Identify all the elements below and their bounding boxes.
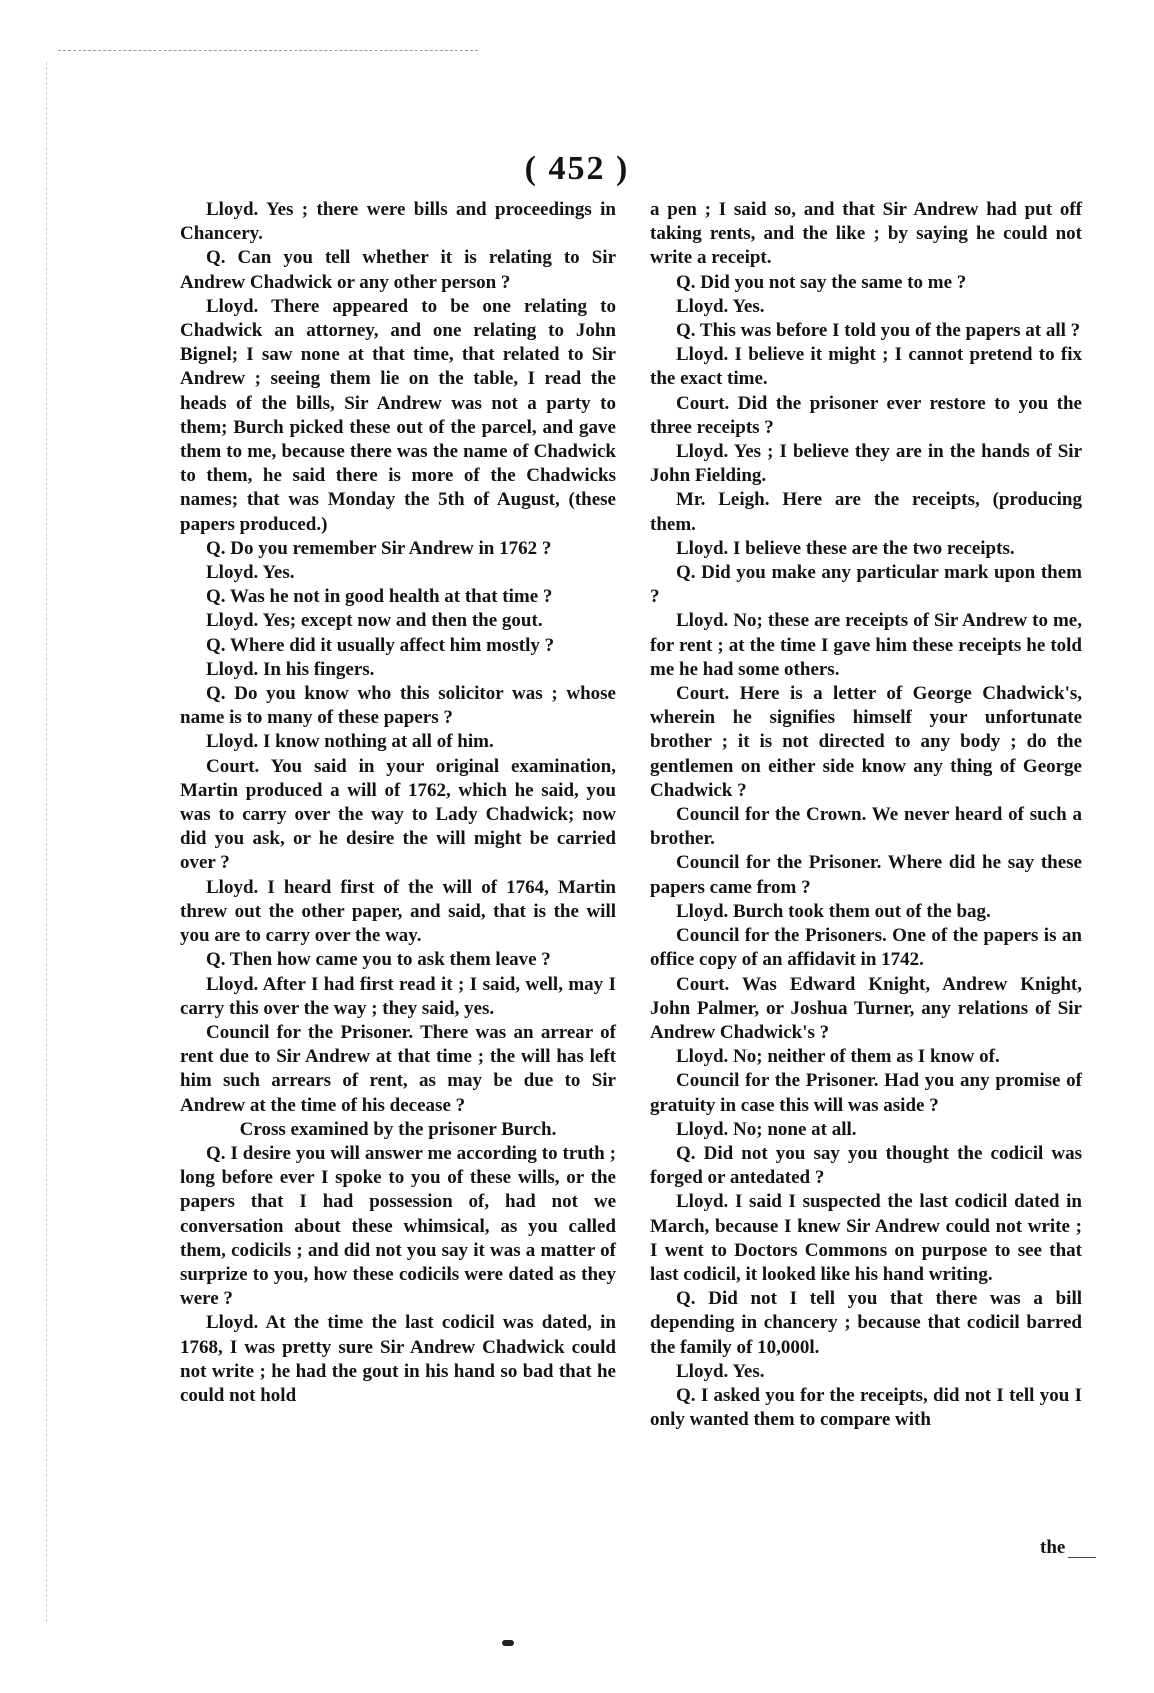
page-number: ( 452 ) <box>524 150 630 187</box>
left-paragraph: Q. Do you know who this solicitor was ; whose name is to many of these papers ? <box>180 683 616 729</box>
right-paragraph: Q. Did you not say the same to me ? <box>676 271 967 293</box>
right-paragraph: Lloyd. No; these are receipts of Sir Andrew to me, for rent ; at the time I gave him these receipts he told me he had some others. <box>650 610 1082 680</box>
ink-mark <box>502 1640 514 1646</box>
left-paragraph: Council for the Prisoner. There was an arrear of rent due to Sir Andrew at that time ; the will has left him such arrears of rent, as may be due to Sir Andrew at the time of his decease ? <box>180 1021 616 1116</box>
left-paragraph: Cross examined by the prisoner Burch. <box>239 1118 557 1140</box>
left-paragraph: Q. I desire you will answer me according to truth ; long before ever I spoke to you of these wills, or the papers that I had possession of, had not we conversation about these whimsical, as you called them, codicils ; and did not you say it was a matter of surprize to you, how these codicils were dated as they were ? <box>180 1142 616 1310</box>
left-paragraph: Lloyd. Yes. <box>206 562 295 584</box>
left-paragraph: Lloyd. I heard first of the will of 1764, Martin threw out the other paper, and said, that is the will you are to carry over the way. <box>180 876 616 947</box>
left-paragraph: Q. Where did it usually affect him mostly ? <box>206 634 555 656</box>
catchword: the <box>1040 1537 1066 1558</box>
right-paragraph: Q. I asked you for the receipts, did not I tell you I only wanted them to compare with <box>650 1384 1082 1431</box>
right-paragraph: Lloyd. Yes ; I believe they are in the hands of Sir John Fielding. <box>650 441 1082 487</box>
right-paragraph: Lloyd. Yes. <box>676 1360 765 1382</box>
left-paragraph: Q. Do you remember Sir Andrew in 1762 ? <box>206 537 552 559</box>
left-paragraph: Lloyd. There appeared to be one relating to Chadwick an attorney, and one relating to John Bignel; I saw none at that time, that related to Sir Andrew ; seeing them lie on the table, I read the heads of the bills, Sir Andrew was not a party to them; Burch picked these out of the parcel, and gave them to me, because there was the name of Chadwick to them, he said there is more of the Chadwicks names; that was Monday the 5th of August, (these papers produced.) <box>180 295 616 535</box>
right-paragraph: Council for the Prisoner. Where did he say these papers came from ? <box>650 852 1082 898</box>
right-paragraph: Q. Did you make any particular mark upon them ? <box>650 562 1082 608</box>
right-paragraph: a pen ; I said so, and that Sir Andrew had put off taking rents, and the like ; by saying he could not write a receipt. <box>650 199 1082 269</box>
left-paragraph: Q. Then how came you to ask them leave ? <box>206 949 551 971</box>
right-paragraph: Lloyd. I said I suspected the last codicil dated in March, because I knew Sir Andrew could not write ; I went to Doctors Commons on purpose to see that last codicil, it looked like his hand writing. <box>650 1191 1082 1285</box>
right-paragraph: Council for the Crown. We never heard of such a brother. <box>650 804 1082 850</box>
right-paragraph: Q. This was before I told you of the papers at all ? <box>676 320 1081 342</box>
right-paragraph: Lloyd. No; none at all. <box>676 1118 857 1140</box>
right-paragraph: Court. Here is a letter of George Chadwick's, wherein he signifies himself your unfortunate brother ; it is not directed to any body ; do the gentlemen on either side know any thing of George Chadwick ? <box>650 683 1082 801</box>
right-paragraph: Court. Did the prisoner ever restore to you the three receipts ? <box>650 392 1082 438</box>
right-paragraph: Lloyd. No; neither of them as I know of. <box>676 1046 1000 1068</box>
left-paragraph: Lloyd. I know nothing at all of him. <box>206 731 494 753</box>
right-paragraph: Q. Did not I tell you that there was a bill depending in chancery ; because that codicil barred the family of 10,000l. <box>650 1288 1082 1358</box>
right-paragraph: Court. Was Edward Knight, Andrew Knight, John Palmer, or Joshua Turner, any relations of Sir Andrew Chadwick's ? <box>650 973 1082 1043</box>
left-paragraph: Lloyd. Yes; except now and then the gout. <box>206 610 543 632</box>
left-paragraph: Lloyd. At the time the last codicil was dated, in 1768, I was pretty sure Sir Andrew Chadwick could not write ; he had the gout in his hand so bad that he could not hold <box>180 1312 616 1406</box>
left-paragraph: Lloyd. Yes ; there were bills and proceedings in Chancery. <box>180 199 616 245</box>
right-paragraph: Lloyd. I believe it might ; I cannot pretend to fix the exact time. <box>650 344 1082 390</box>
left-paragraph: Q. Can you tell whether it is relating to Sir Andrew Chadwick or any other person ? <box>180 247 616 293</box>
top-rule <box>58 50 478 51</box>
left-paragraph: Court. You said in your original examination, Martin produced a will of 1762, which he said, you was to carry over the way to Lady Chadwick; now did you ask, or he desire the will might be carried over ? <box>180 755 616 874</box>
right-paragraph: Council for the Prisoners. One of the papers is an office copy of an affidavit in 1742. <box>650 925 1082 971</box>
right-paragraph: Lloyd. I believe these are the two receipts. <box>676 537 1015 559</box>
left-column <box>180 198 616 1408</box>
left-margin-rule <box>46 62 47 1622</box>
right-paragraph: Lloyd. Burch took them out of the bag. <box>676 900 991 922</box>
left-paragraph: Lloyd. After I had first read it ; I said, well, may I carry this over the way ; they said, yes. <box>180 973 616 1019</box>
right-column <box>650 198 1082 1432</box>
right-paragraph: Mr. Leigh. Here are the receipts, (producing them. <box>650 489 1082 535</box>
left-paragraph: Lloyd. In his fingers. <box>206 658 375 680</box>
right-paragraph: Council for the Prisoner. Had you any promise of gratuity in case this will was aside ? <box>650 1070 1082 1116</box>
left-paragraph: Q. Was he not in good health at that time ? <box>206 586 553 608</box>
right-paragraph: Lloyd. Yes. <box>676 295 765 317</box>
right-paragraph: Q. Did not you say you thought the codicil was forged or antedated ? <box>650 1142 1082 1189</box>
catchword-dash <box>1068 1557 1096 1558</box>
